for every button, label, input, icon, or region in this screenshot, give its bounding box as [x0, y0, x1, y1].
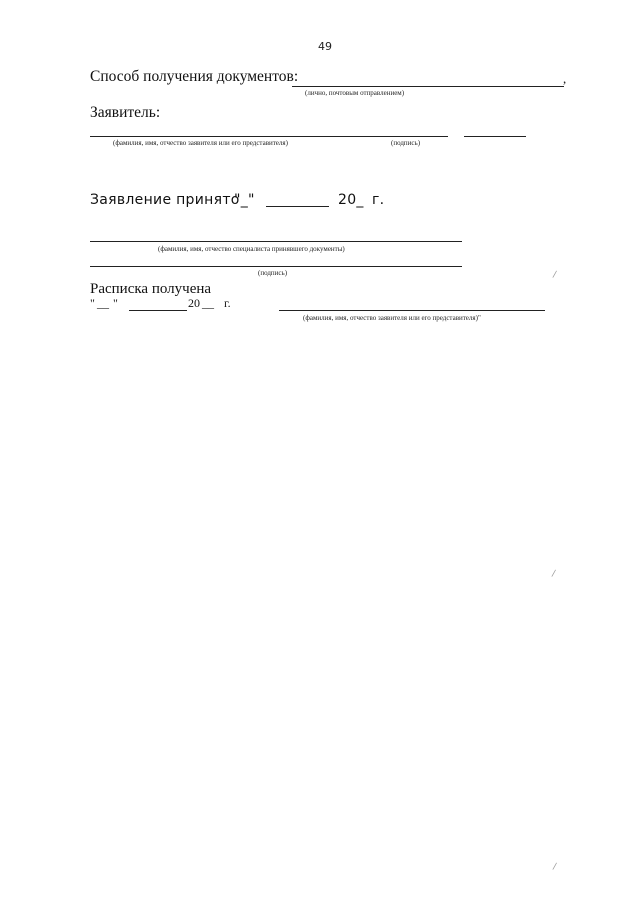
specialist-signature-line[interactable] — [90, 266, 462, 267]
applicant-label: Заявитель: — [90, 104, 161, 121]
applicant-signature-caption: (подпись) — [391, 139, 421, 147]
accepted-day[interactable]: "_" — [234, 192, 255, 208]
accepted-label: Заявление принято — [90, 192, 240, 208]
method-field-line[interactable] — [292, 86, 564, 87]
margin-scan-mark: / — [550, 568, 557, 580]
applicant-signature-line[interactable] — [464, 136, 526, 137]
margin-scan-mark: / — [551, 861, 558, 873]
receipt-month-line[interactable] — [129, 310, 187, 311]
receipt-day-blank[interactable]: __ — [97, 296, 109, 310]
receipt-year-blank[interactable]: __ — [202, 296, 214, 310]
page-number: 49 — [318, 40, 332, 53]
accepted-year-suffix: г. — [372, 192, 385, 208]
receipt-name-line[interactable] — [279, 310, 545, 311]
receipt-year-suffix: г. — [224, 296, 231, 310]
receipt-name-caption: (фамилия, имя, отчество заявителя или его представителя)" — [303, 314, 481, 322]
receipt-day-open-quote: " — [90, 296, 95, 310]
method-caption: (лично, почтовым отправлением) — [305, 89, 405, 97]
accepted-year-prefix[interactable]: 20_ — [338, 192, 364, 208]
method-label: Способ получения документов: — [90, 68, 299, 85]
specialist-name-line[interactable] — [90, 241, 462, 242]
specialist-name-caption: (фамилия, имя, отчество специалиста принявшего документы) — [158, 245, 345, 253]
margin-scan-mark: / — [551, 269, 558, 281]
specialist-signature-caption: (подпись) — [258, 269, 288, 277]
receipt-year-prefix: 20 — [188, 296, 200, 310]
accepted-month-line[interactable] — [266, 206, 329, 207]
applicant-name-line[interactable] — [90, 136, 448, 137]
receipt-day-close-quote: " — [113, 296, 118, 310]
receipt-label: Расписка получена — [90, 281, 212, 297]
method-end-mark: , — [563, 71, 567, 86]
applicant-name-caption: (фамилия, имя, отчество заявителя или его представителя) — [113, 139, 288, 147]
